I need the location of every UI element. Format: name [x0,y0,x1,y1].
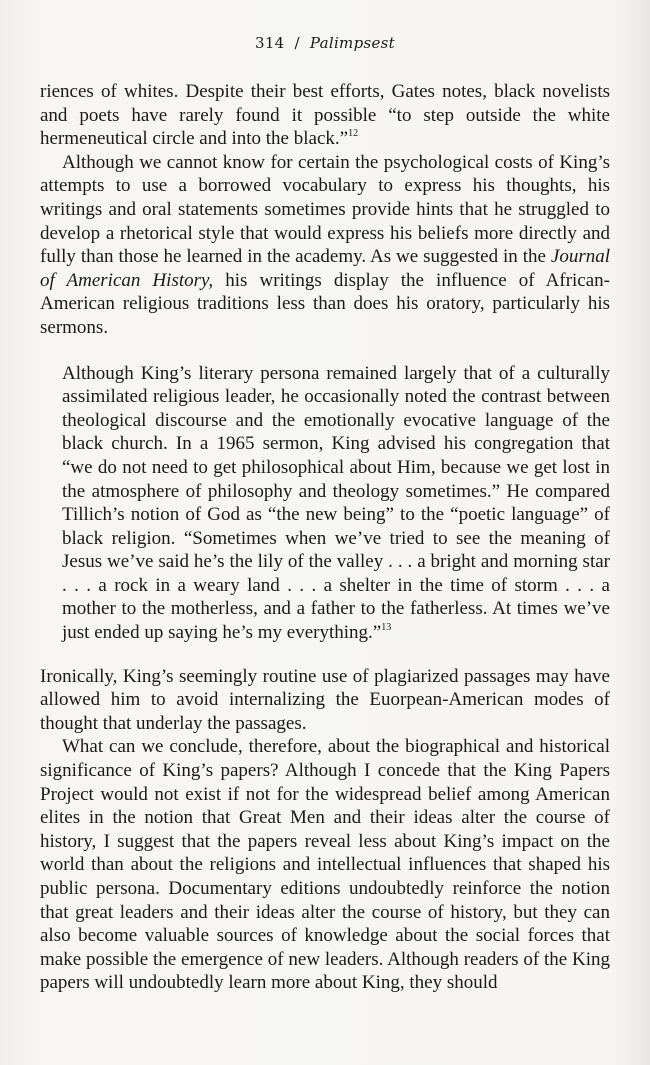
paragraph-text: Although we cannot know for certain the psychological costs of King’s attempts to use a borrowed vocabulary to express his thoughts, his writings and oral statements sometimes provide hints that he struggled to develop a rhetorical style that would express his beliefs more directly and fully than those he learned in the academy. As we suggested in the [40,151,610,268]
footnote-ref-13: 13 [381,622,392,634]
paragraph-kings-vocabulary [40,151,610,340]
block-quote [62,362,610,645]
footnote-ref-12: 12 [348,128,359,140]
paragraph-text: riences of whites. Despite their best efforts, Gates notes, black novelists and poets have rarely found it possible “to step outside the white hermeneutical circle and into the black.” [40,81,610,150]
running-title: Palimpsest [309,34,395,52]
paragraph-text: What can we conclude, therefore, about the biographical and historical significance of King’s papers? Although I concede that the King Papers Project would not exist if not for the widespread belief among American elites in the notion that Great Men and their ideas alter the course of history, I suggest that the papers reveal less about King’s impact on the world than about the religions and intellectual influences that shaped his public persona. Documentary editions undoubtedly reinforce the notion that great leaders and their ideas alter the course of history, but they can also become valuable sources of knowledge about the social forces that make possible the emergence of new leaders. Although readers of the King papers will undoubtedly learn more about King, they should [40,736,610,994]
quote-text: Although King’s literary persona remained largely that of a culturally assimilated religious leader, he occasionally noted the contrast between theological discourse and the emotionally evocative language of the black church. In a 1965 sermon, King advised his congregation that “we do not need to get philosophical about Him, because we get lost in the atmosphere of philosophy and theology sometimes.” He compared Tillich’s notion of God as “the new being” to the “poetic language” of black religion. “Sometimes when we’ve tried to see the meaning of Jesus we’ve said he’s the lily of the valley . . . a bright and morning star . . . a rock in a weary land . . . a shelter in the time of storm . . . a mother to the motherless, and a father to the fatherless. At times we’ve just ended up saying he’s my everything.” [62,362,610,644]
paragraph-ironically [40,665,610,736]
paragraph-text: his writings display the influence of African-American religious traditions less than does his oratory, particularly his sermons. [40,269,611,338]
paragraph-continued [40,80,610,151]
page-body [40,80,610,995]
running-header [0,34,650,52]
page-number: 314 [255,34,285,52]
paragraph-text: Ironically, King’s seemingly routine use of plagiarized passages may have allowed him to avoid internalizing the Euorpean-American modes of thought that underlay the passages. [40,665,610,734]
journal-title: Journal of American History, [40,246,610,291]
header-separator: / [294,34,300,52]
paragraph-conclusion [40,735,610,995]
